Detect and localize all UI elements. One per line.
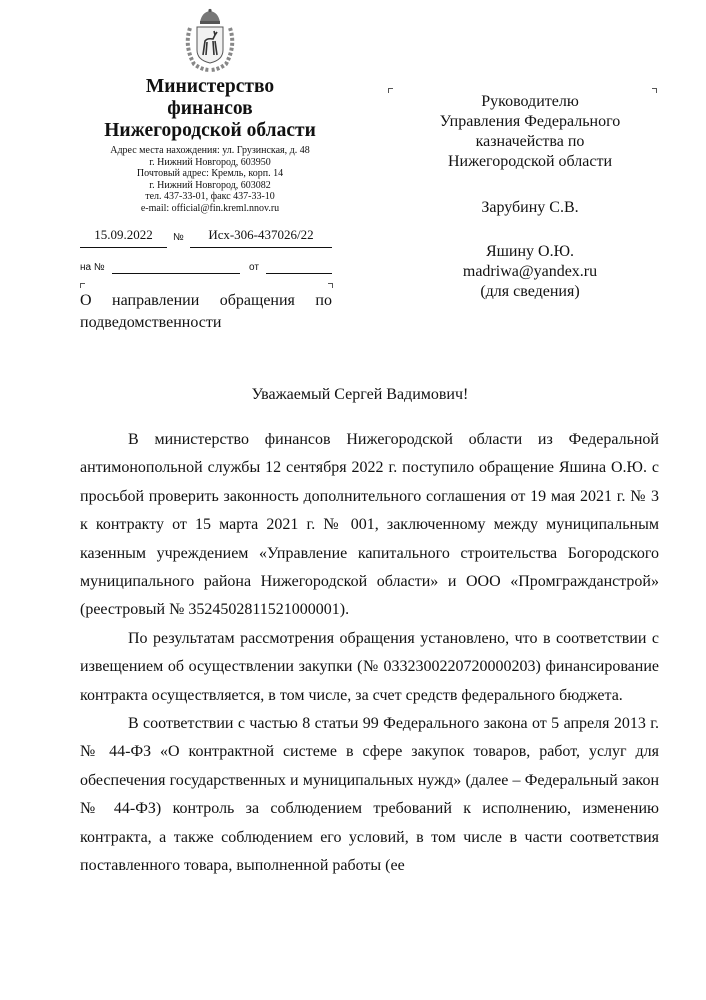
letter-body — [80, 426, 659, 881]
cc-recipient-name: Яшину О.Ю. — [485, 243, 575, 260]
cc-recipient-email: madriwa@yandex.ru — [462, 263, 598, 280]
org-name-line: финансов — [167, 98, 253, 119]
address-line: г. Нижний Новгород, 603950 — [149, 156, 271, 168]
address-line: тел. 437-33-01, факс 437-33-10 — [145, 191, 275, 203]
recipient-name: Зарубину С.В. — [481, 199, 579, 216]
reference-number-label: на № — [80, 262, 105, 273]
recipient-line: казначейства по — [475, 133, 585, 150]
body-paragraph: В министерство финансов Нижегородской области из Федеральной антимонопольной службы 12 сентября 2022 г. поступило обращение Яшина О.Ю. с просьбой проверить законность дополнительного соглашения от 19 мая 2021 г. № 3 к контракту от 15 марта 2021 г. № 001, заключенному между муниципальным казенным учреждением «Управление капитального строительства Богородского муниципального района Нижегородской области» и ООО «Промгражданстрой» (реестровый № 3524502811521000001). — [80, 431, 659, 619]
subject-line: подведомственности — [80, 314, 222, 331]
letter-subject — [80, 290, 332, 334]
organization-name — [92, 76, 328, 142]
recipient-line: Нижегородской области — [447, 153, 612, 170]
body-paragraph: В соответствии с частью 8 статьи 99 Федерального закона от 5 апреля 2013 г. № 44-ФЗ «О контрактной системе в сфере закупок товаров, работ, услуг для обеспечения государственных и муниципальных нужд» (далее – Федеральный закон № 44-ФЗ) контроль за соблюдением требований к исполнению, изменению контракта, а также соблюдением его условий, в том числе в части соответствия поставленного товара, выполненной работы (ее — [80, 715, 659, 875]
reference-date-field — [266, 259, 332, 274]
subject-corner-mark — [328, 283, 333, 288]
address-line: Почтовый адрес: Кремль, корп. 14 — [136, 168, 284, 180]
coat-of-arms-icon — [180, 8, 240, 74]
subject-word: О — [80, 292, 92, 309]
recipient-corner-mark — [652, 88, 657, 93]
address-line: Адрес места нахождения: ул. Грузинская, д. 48 — [110, 145, 310, 156]
subject-word: по — [315, 292, 332, 309]
subject-corner-mark — [80, 283, 85, 288]
reference-from-label: от — [249, 262, 259, 273]
registration-number-label: № — [173, 232, 184, 243]
recipient-line: Управления Федерального — [439, 113, 621, 130]
organization-address — [88, 145, 332, 215]
recipient-block — [410, 92, 650, 302]
recipient-line: Руководителю — [481, 93, 579, 110]
subject-word: направлении — [112, 292, 200, 309]
cc-note: (для сведения) — [480, 283, 580, 300]
address-line: г. Нижний Новгород, 603082 — [149, 179, 271, 191]
address-email: e-mail: official@fin.kreml.nnov.ru — [140, 202, 280, 214]
org-name-line: Нижегородской области — [104, 120, 316, 141]
registration-date: 15.09.2022 — [80, 227, 167, 248]
org-name-line: Министерство — [145, 76, 275, 97]
registration-number: Исх-306-437026/22 — [190, 227, 332, 248]
salutation: Уважаемый Сергей Вадимович! — [251, 386, 469, 403]
body-paragraph: По результатам рассмотрения обращения установлено, что в соответствии с извещением об осуществлении закупки (№ 0332300220720000203) финансирование контракта осуществляется, в том числе, за счет средств федерального бюджета. — [80, 629, 659, 704]
reference-number-field — [112, 259, 240, 274]
subject-word: обращения — [219, 292, 295, 309]
recipient-corner-mark — [388, 88, 393, 93]
